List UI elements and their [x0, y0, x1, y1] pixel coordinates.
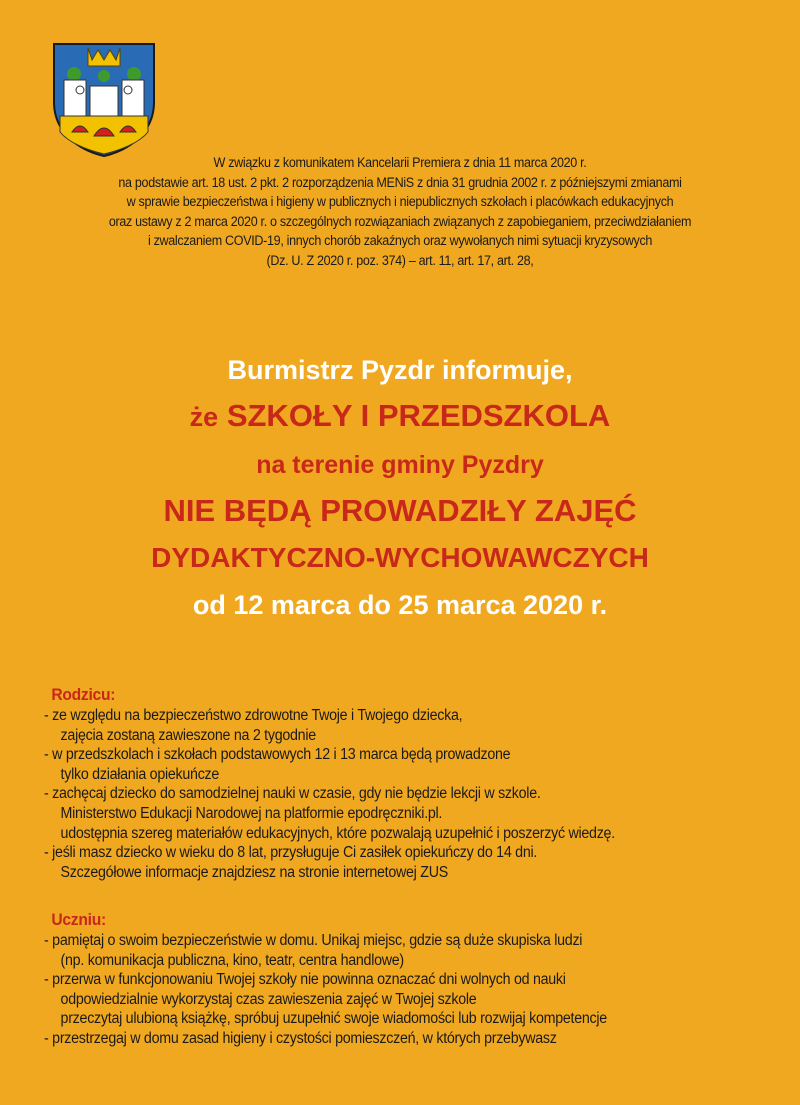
headline-classes-type: DYDAKTYCZNO-WYCHOWAWCZYCH [151, 542, 649, 573]
students-title: Uczniu: [51, 910, 106, 929]
parents-title: Rodzicu: [51, 685, 116, 704]
headline-prefix: że [189, 402, 219, 432]
legal-line: W związku z komunikatem Kancelarii Premiera z dnia 11 marca 2020 r. [213, 155, 587, 170]
parents-list-item: - jeśli masz dziecko w wieku do 8 lat, przysługuje Ci zasiłek opiekuńczy do 14 dni. [44, 844, 538, 862]
parents-list-item: tylko działania opiekuńcze [60, 765, 220, 783]
legal-preamble [47, 153, 754, 270]
parents-list-item: Ministerstwo Edukacji Narodowej na platformie epodręczniki.pl. [60, 804, 443, 822]
parents-list-item: - zachęcaj dziecko do samodzielnej nauki w czasie, gdy nie będzie lekcji w szkole. [44, 785, 541, 803]
headline-dates: od 12 marca do 25 marca 2020 r. [192, 590, 608, 620]
legal-line: i zwalczaniem COVID-19, innych chorób zakaźnych oraz wywołanych nimi sytuacji kryzysowych [147, 233, 653, 248]
parents-list-item: zajęcia zostaną zawieszone na 2 tygodnie [60, 726, 316, 744]
students-list-item: (np. komunikacja publiczna, kino, teatr, centra handlowe) [60, 951, 404, 969]
headline-schools-text: SZKOŁY I PRZEDSZKOLA [226, 398, 611, 433]
headline-no-classes: NIE BĘDĄ PROWADZIŁY ZAJĘĆ [163, 493, 637, 528]
legal-line: na podstawie art. 18 ust. 2 pkt. 2 rozporządzenia MENiS z dnia 31 grudnia 2002 r. z późniejszymi zmianami [118, 174, 682, 190]
announcement-headline [0, 350, 800, 630]
headline-schools [0, 390, 800, 443]
parents-list-item: - ze względu na bezpieczeństwo zdrowotne Twoje i Twojego dziecka, [44, 707, 463, 724]
legal-line: w sprawie bezpieczeństwa i higieny w publicznych i niepublicznych szkołach i placówkach edukacyjnych [126, 194, 674, 209]
parents-list-item: - w przedszkolach i szkołach podstawowych 12 i 13 marca będą prowadzone [44, 746, 511, 764]
parents-list-item: udostępnia szereg materiałów edukacyjnych, które pozwalają uzupełnić i poszerzyć wiedzę. [60, 824, 615, 842]
parents-section [44, 684, 725, 882]
parents-list-item: Szczegółowe informacje znajdziesz na stronie internetowej ZUS [60, 863, 448, 881]
students-list-item: odpowiedzialnie wykorzystaj czas zawieszenia zajęć w Twojej szkole [60, 990, 477, 1008]
headline-area: na terenie gminy Pyzdry [256, 451, 544, 479]
students-list-item: - przerwa w funkcjonowaniu Twojej szkoły nie powinna oznaczać dni wolnych od nauki [44, 971, 566, 989]
town-coat-of-arms-icon [50, 40, 158, 158]
headline-mayor: Burmistrz Pyzdr informuje, [227, 355, 573, 385]
students-section [44, 909, 725, 1049]
legal-line: oraz ustawy z 2 marca 2020 r. o szczególnych rozwiązaniach związanych z zapobieganiem, przeciwdziałaniem [108, 213, 692, 229]
students-list-item: - przestrzegaj w domu zasad higieny i czystości pomieszczeń, w których przebywasz [44, 1029, 557, 1047]
students-list-item: przeczytaj ulubioną książkę, spróbuj uzupełnić swoje wiadomości lub rozwijaj kompetencje [60, 1010, 607, 1028]
students-list-item: - pamiętaj o swoim bezpieczeństwie w domu. Unikaj miejsc, gdzie są duże skupiska ludzi [44, 932, 583, 949]
legal-line: (Dz. U. Z 2020 r. poz. 374) – art. 11, art. 17, art. 28, [266, 252, 534, 268]
